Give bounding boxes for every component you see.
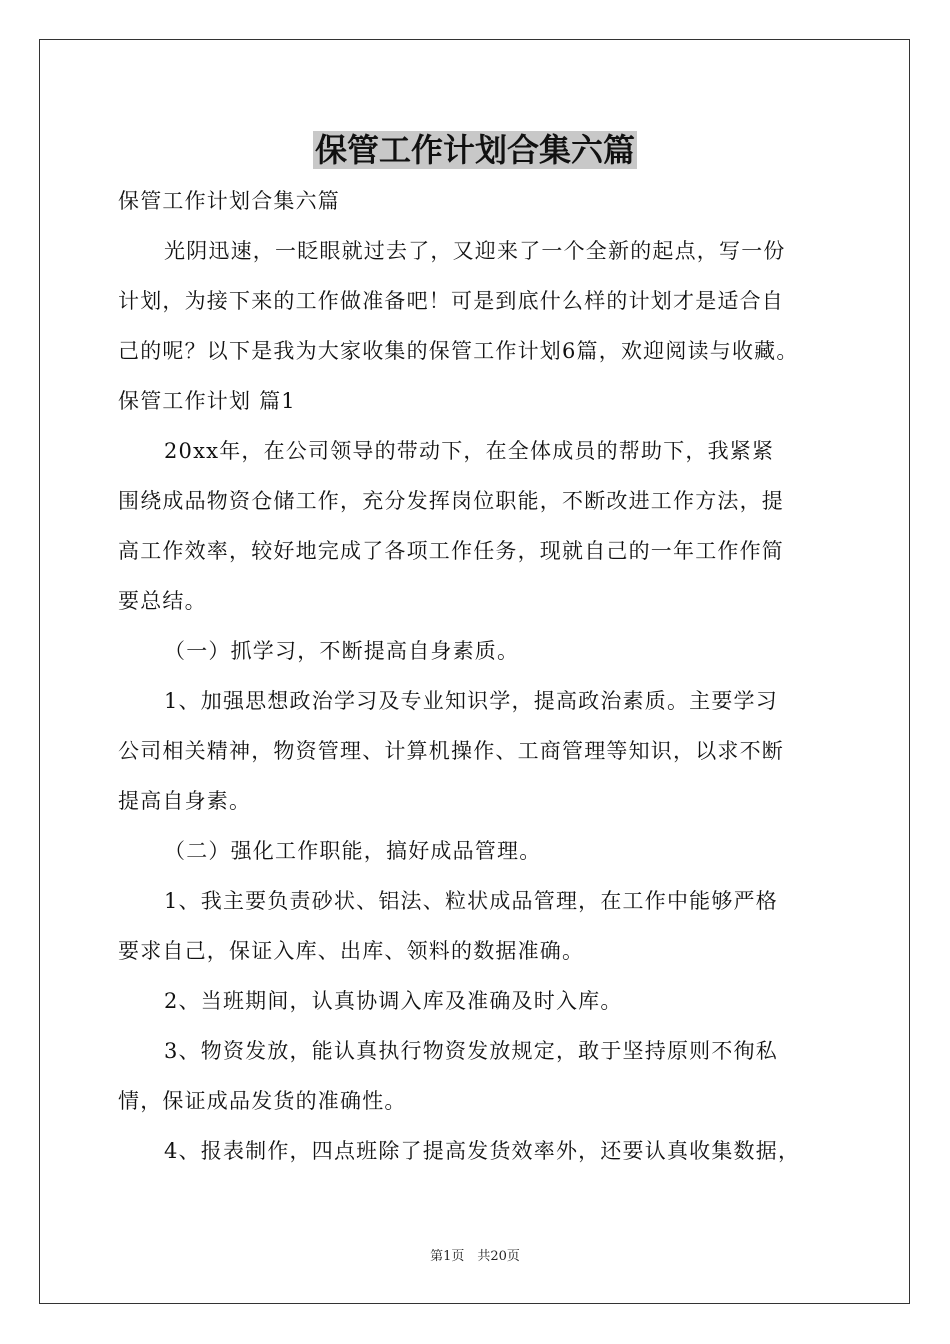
paragraph-line: 要求自己，保证入库、出库、领料的数据准确。: [118, 939, 585, 963]
paragraph-line: 计划，为接下来的工作做准备吧！可是到底什么样的计划才是适合自: [118, 289, 784, 313]
paragraph-line: 3、物资发放，能认真执行物资发放规定，敢于坚持原则不徇私: [164, 1039, 778, 1063]
document-title: [0, 128, 950, 172]
paragraph-line: 公司相关精神，物资管理、计算机操作、工商管理等知识，以求不断: [118, 739, 784, 763]
paragraph-line: 情，保证成品发货的准确性。: [118, 1089, 407, 1113]
page-footer: 第1页 共20页: [430, 1249, 520, 1264]
subtitle-line: 保管工作计划合集六篇: [118, 189, 340, 213]
paragraph-line: （一）抓学习，不断提高自身素质。: [164, 639, 520, 663]
paragraph-line: 光阴迅速，一眨眼就过去了，又迎来了一个全新的起点，写一份: [164, 239, 786, 263]
document-title-text: 保管工作计划合集六篇: [314, 131, 635, 169]
paragraph-line: 己的呢？以下是我为大家收集的保管工作计划6篇，欢迎阅读与收藏。: [118, 339, 799, 363]
section-heading: 保管工作计划 篇1: [118, 389, 296, 413]
paragraph-line: 要总结。: [118, 589, 207, 613]
document-body: [118, 176, 838, 1176]
paragraph-line: 提高自身素。: [118, 789, 252, 813]
paragraph-line: 围绕成品物资仓储工作，充分发挥岗位职能，不断改进工作方法，提: [118, 489, 784, 513]
paragraph-line: 2、当班期间，认真协调入库及准确及时入库。: [164, 989, 623, 1013]
paragraph-line: 1、我主要负责砂状、铝法、粒状成品管理，在工作中能够严格: [164, 889, 778, 913]
paragraph-line: 高工作效率，较好地完成了各项工作任务，现就自己的一年工作作简: [118, 539, 784, 563]
paragraph-line: （二）强化工作职能，搞好成品管理。: [164, 839, 542, 863]
paragraph-line: 20xx年，在公司领导的带动下，在全体成员的帮助下，我紧紧: [164, 439, 775, 463]
paragraph-line: 1、加强思想政治学习及专业知识学，提高政治素质。主要学习: [164, 689, 778, 713]
paragraph-line: 4、报表制作，四点班除了提高发货效率外，还要认真收集数据，: [164, 1139, 801, 1163]
